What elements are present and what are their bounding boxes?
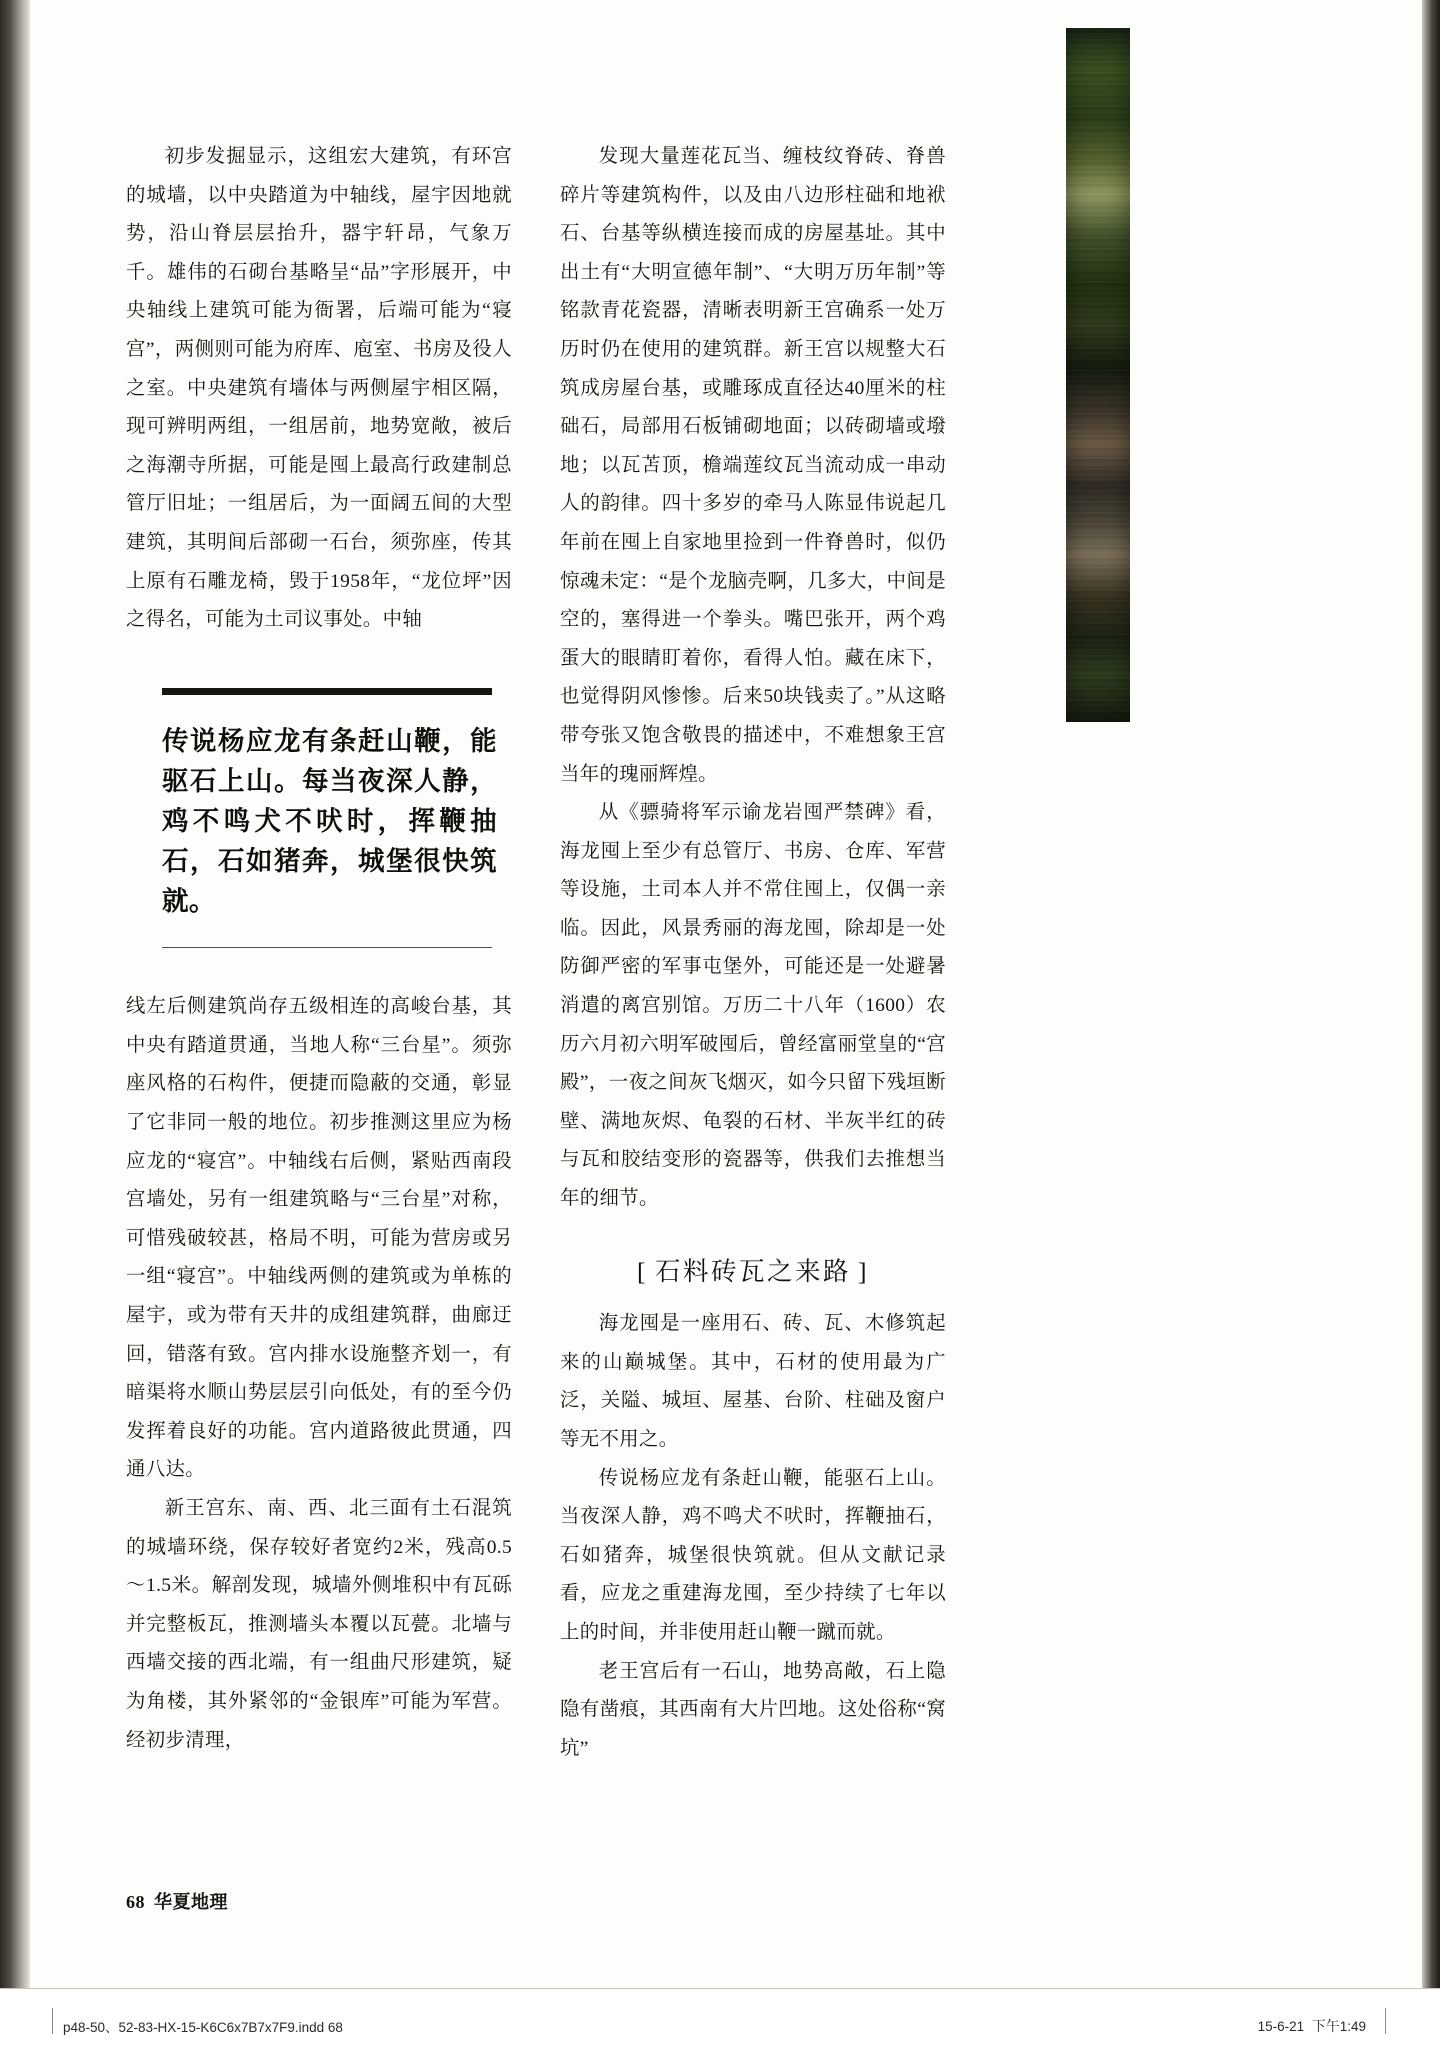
crop-mark-right [1385, 2008, 1386, 2034]
page-number: 68 [126, 1892, 145, 1912]
paragraph: 老王宫后有一石山，地势高敞，石上隐隐有凿痕，其西南有大片凹地。这处俗称“窝坑” [560, 1660, 946, 1759]
section-heading-bracket-close: ] [858, 1256, 869, 1286]
pull-quote [126, 688, 512, 949]
print-slug-filename: p48-50、52-83-HX-15-K6C6x7B7x7F9.indd 68 [63, 2020, 343, 2035]
print-slug-date: 15-6-21 [1257, 2019, 1305, 2034]
scan-binding-edge-left [0, 0, 30, 1992]
pull-quote-text: 传说杨应龙有条赶山鞭，能驱石上山。每当夜深人静，鸡不鸣犬不吠时，挥鞭抽石，石如猪奔，城堡很快筑就。 [162, 725, 497, 916]
pull-quote-rule-bottom [162, 947, 492, 949]
folio [126, 1888, 228, 1914]
section-heading-bracket-open: [ [636, 1256, 648, 1286]
paragraph: 线左后侧建筑尚存五级相连的高峻台基，其中央有踏道贯通，当地人称“三台星”。须弥座风格的石构件，便捷而隐蔽的交通，彰显了它非同一般的地位。初步推测这里应为杨应龙的“寝宫”。中轴线右后侧，紧贴西南段宫墙处，另有一组建筑略与“三台星”对称，可惜残破较甚，格局不明，可能为营房或另一组“寝宫”。中轴线两侧的建筑或为单栋的屋宇，或为带有天井的成组建筑群，曲廊迂回，错落有致。宫内排水设施整齐划一，有暗渠将水顺山势层层引向低处，有的至今仍发挥着良好的功能。宫内道路彼此贯通，四通八达。 [126, 996, 512, 1481]
paragraph: 发现大量莲花瓦当、缠枝纹脊砖、脊兽碎片等建筑构件，以及由八边形柱础和地袱石、台基等纵横连接而成的房屋基址。其中出土有“大明宣德年制”、“大明万历年制”等铭款青花瓷器，清晰表明新王宫确系一处万历时仍在使用的建筑群。新王宫以规整大石筑成房屋台基，或雕琢成直径达40厘米的柱础石，局部用石板铺砌地面；以砖砌墙或墢地；以瓦苫顶，檐端莲纹瓦当流动成一串动人的韵律。四十多岁的牵马人陈显伟说起几年前在囤上自家地里捡到一件脊兽时，似仍惊魂未定：“是个龙脑壳啊，几多大，中间是空的，塞得进一个拳头。嘴巴张开，两个鸡蛋大的眼睛盯着你，看得人怕。藏在床下，也觉得阴风惨惨。后来50块钱卖了。”从这略带夸张又饱含敬畏的描述中，不难想象王宫当年的瑰丽辉煌。 [560, 146, 946, 785]
paragraph: 传说杨应龙有条赶山鞭，能驱石上山。当夜深人静，鸡不鸣犬不吠时，挥鞭抽石，石如猪奔，城堡很快筑就。但从文献记录看，应龙之重建海龙囤，至少持续了七年以上的时间，并非使用赶山鞭一蹴而就。 [560, 1467, 946, 1643]
print-slug-timestamp [1258, 2016, 1366, 2036]
print-slug-ampm: 下午 [1311, 2018, 1340, 2034]
photo-strip-foliage [1066, 28, 1130, 722]
paragraph: 海龙囤是一座用石、砖、瓦、木修筑起来的山巅城堡。其中，石材的使用最为广泛，关隘、城垣、屋基、台阶、柱础及窗户等无不用之。 [560, 1313, 946, 1450]
text-column-left [126, 138, 512, 1760]
paragraph: 初步发掘显示，这组宏大建筑，有环宫的城墙，以中央踏道为中轴线，屋宇因地就势，沿山脊层层抬升，器宇轩昂，气象万千。雄伟的石砌台基略呈“品”字形展开，中央轴线上建筑可能为衙署，后端可能为“寝宫”，两侧则可能为府库、庖室、书房及役人之室。中央建筑有墙体与两侧屋宇相区隔，现可辨明两组，一组居前，地势宽敞，被后之海潮寺所据，可能是囤上最高行政建制总管厅旧址；一组居后，为一面阔五间的大型建筑，其明间后部砌一石台，须弥座，传其上原有石雕龙椅，毁于1958年，“龙位坪”因之得名，可能为土司议事处。中轴 [126, 146, 512, 631]
text-column-right [560, 138, 946, 1768]
scan-binding-edge-right [1422, 0, 1440, 1992]
section-heading-text: 石料砖瓦之来路 [654, 1256, 851, 1286]
print-slug-time: 1:49 [1339, 2019, 1366, 2034]
publication-title: 华夏地理 [154, 1892, 228, 1912]
pull-quote-rule-top [162, 688, 492, 695]
crop-mark-left [52, 2008, 53, 2034]
section-heading [560, 1253, 946, 1292]
paragraph: 从《骠骑将军示谕龙岩囤严禁碑》看，海龙囤上至少有总管厅、书房、仓库、军营等设施，土司本人并不常住囤上，仅偶一亲临。因此，风景秀丽的海龙囤，除却是一处防御严密的军事屯堡外，可能还是一处避暑消遣的离宫别馆。万历二十八年（1600）农历六月初六明军破囤后，曾经富丽堂皇的“宫殿”，一夜之间灰飞烟灭，如今只留下残垣断壁、满地灰烬、龟裂的石材、半灰半红的砖与瓦和胶结变形的瓷器等，供我们去推想当年的细节。 [560, 802, 946, 1210]
paragraph: 新王宫东、南、西、北三面有土石混筑的城墙环绕，保存较好者宽约2米，残高0.5～1.5米。解剖发现，城墙外侧堆积中有瓦砾并完整板瓦，推测墙头本覆以瓦甍。北墙与西墙交接的西北端，有一组曲尺形建筑，疑为角楼，其外紧邻的“金银库”可能为军营。经初步清理， [126, 1497, 512, 1751]
